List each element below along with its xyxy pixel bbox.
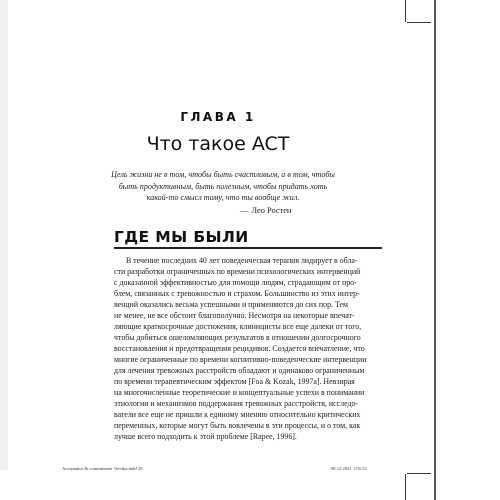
chapter-label: ГЛАВА 1 (180, 110, 256, 124)
section-rule (114, 247, 382, 249)
body-paragraph (114, 255, 384, 442)
body-line: венций оказались весьма успешными и применяются до сих пор. Тем (114, 300, 349, 309)
body-line: блем, связанных с тревожностью и страхом. Большинство из этих интер- (114, 289, 360, 298)
crop-mark-top (405, 0, 406, 22)
crop-mark-bottom-right (407, 473, 431, 474)
body-line: этиологии и механизмов поддержания тревожных расстройств, исследо- (114, 399, 359, 408)
epigraph-line: какой-то смысл тому, что ты вообще жил. (146, 193, 300, 202)
body-line: сти разработки ограниченных по времени психологических интервенций (114, 267, 361, 276)
body-line: по времени терапевтическим эффектом [Foa & Kozak, 1997a]. Невзирая (114, 377, 355, 386)
body-line: для лечения тревожных расстройств обладают и одинаково ограниченным (114, 366, 365, 375)
body-line: восстановления и предотвращения рецидивов. Создается впечатление, что (114, 344, 365, 353)
body-line: на многочисленные теоретические и концептуальные успехи в понимании (114, 388, 365, 397)
crop-mark-right (407, 22, 431, 23)
body-line: многие ограниченные по времени когнитивно-поведенческие интервенции (114, 355, 367, 364)
body-line: чтобы добиться ошеломляющих результатов в отношении долгосрочного (114, 333, 361, 342)
page-edge-shadow (0, 0, 8, 470)
chapter-title: Что такое ACT (146, 133, 290, 155)
epigraph-attribution (240, 206, 291, 215)
epigraph-line: Цель жизни не в том, чтобы быть счастливым, а в том, чтобы (111, 170, 335, 179)
body-line: ватели все еще не пришли к единому мнению относительно критических (114, 410, 361, 419)
body-line: лучше всего подходить к этой проблеме [Rapee, 1996]. (114, 432, 297, 441)
print-slug-timestamp: 08.12.2021 1:05:52 (331, 466, 367, 471)
attribution-author: Лео Ростен (251, 206, 292, 215)
epigraph-line: быть продуктивным, быть полезным, чтобы придать хоть (118, 181, 328, 191)
body-line: ляющие краткосрочные достижения, клиницисты все еще далеки от того, (114, 322, 362, 331)
print-slug-filename: Acceptance & commitment Verstka.indd 29 (62, 466, 143, 471)
section-heading: ГДЕ МЫ БЫЛИ (114, 228, 249, 246)
page-trim-line (434, 0, 436, 500)
body-line: с доказанной эффективностью для помощи людям, страдающим от про- (114, 278, 357, 287)
body-line: В течение последних 40 лет поведенческая терапия лидирует в обла- (126, 256, 358, 265)
body-line: не менее, не все обстоит благополучно. Несмотря на некоторые впечат- (114, 311, 355, 320)
attribution-dash: — (240, 206, 249, 215)
epigraph (95, 169, 351, 204)
body-line: переменных, которые могут быть вовлечены в эти процессы, и о том, как (114, 421, 361, 430)
crop-mark-bottom (405, 474, 406, 500)
